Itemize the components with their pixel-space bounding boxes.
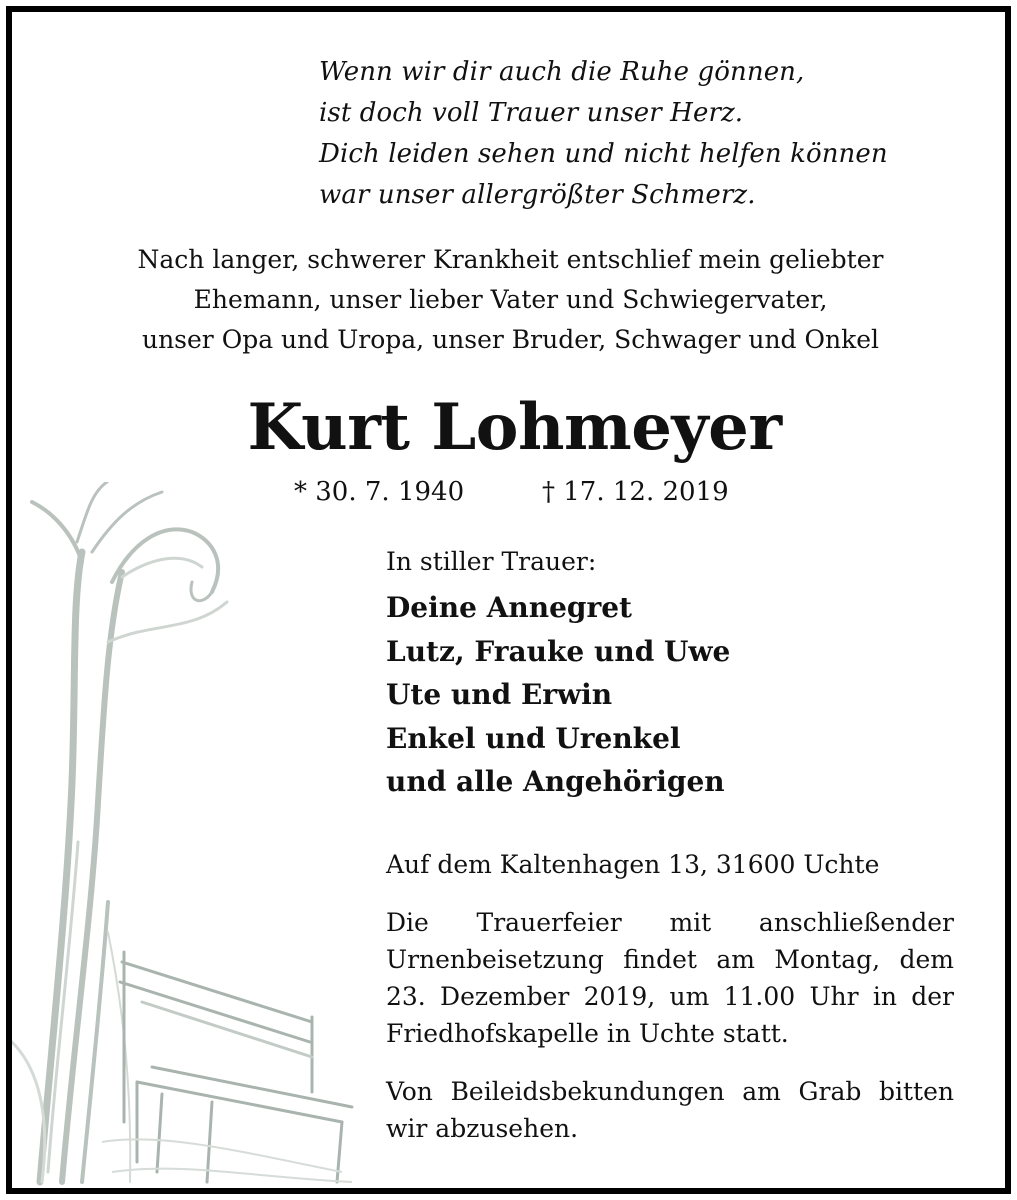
ceremony-text: Die Trauerfeier mit anschließender Urnenbeisetzung findet am Montag, dem 23. Dezember 2019, um 11.00 Uhr in der Friedhofskapelle in Uchte statt. bbox=[386, 908, 954, 1048]
mourner-name: Enkel und Urenkel bbox=[386, 721, 681, 755]
bench bbox=[120, 952, 352, 1182]
mourner-name: Lutz, Frauke und Uwe bbox=[386, 634, 731, 668]
mourner-name: und alle Angehörigen bbox=[386, 765, 725, 798]
condolence-text: Von Beileidsbekundungen am Grab bitten wir abzusehen. bbox=[386, 1077, 954, 1143]
mourner-name: Deine Annegret bbox=[386, 591, 632, 624]
ground-shading bbox=[102, 1139, 352, 1182]
poem-line: Wenn wir dir auch die Ruhe gönnen, bbox=[319, 57, 805, 87]
obituary-notice bbox=[6, 6, 1011, 1194]
intro-line: unser Opa und Uropa, unser Bruder, Schwager und Onkel bbox=[141, 325, 880, 354]
mourners-list bbox=[386, 586, 986, 804]
deceased-name: Kurt Lohmeyer bbox=[247, 390, 782, 465]
birth-date: * 30. 7. 1940 bbox=[294, 477, 465, 507]
intro-text bbox=[32, 240, 989, 360]
death-date: † 17. 12. 2019 bbox=[542, 477, 729, 507]
poem-line: Dich leiden sehen und nicht helfen können bbox=[319, 139, 888, 169]
mourners-label: In stiller Trauer: bbox=[386, 547, 597, 576]
poem-line: war unser allergrößter Schmerz. bbox=[319, 180, 756, 210]
intro-line: Ehemann, unser lieber Vater und Schwiegervater, bbox=[193, 285, 828, 314]
poem bbox=[319, 52, 999, 216]
poem-line: ist doch voll Trauer unser Herz. bbox=[319, 98, 744, 128]
tree-bench-sketch bbox=[12, 482, 392, 1188]
mourner-name: Ute und Erwin bbox=[386, 678, 613, 711]
address: Auf dem Kaltenhagen 13, 31600 Uchte bbox=[386, 850, 880, 879]
intro-line: Nach langer, schwerer Krankheit entschlief mein geliebter bbox=[137, 245, 884, 274]
